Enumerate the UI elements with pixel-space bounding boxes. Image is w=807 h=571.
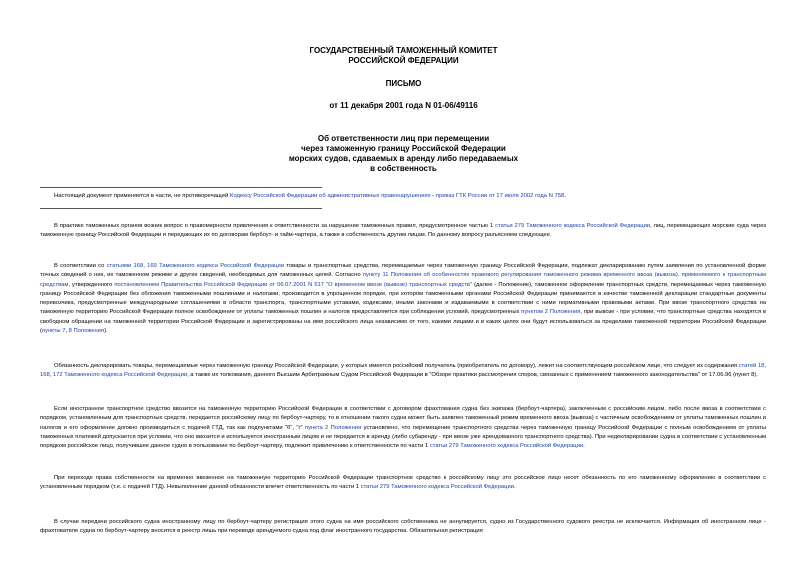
- paragraph-text: Если иностранное транспортное средство ввозится на таможенную территорию Российской Федерации в соответствии с договором фрахтования судна без экипажа (бербоут-чартера), заключенным с российским лицом, либо после ввоза в соответствии с порядком, установленным для транспортных средств, передается российскому лицу по бербоут-чартеру, то в отношении такого судна может быть заявлен таможенный режим временного ввоза (вывоза) с частичным освобождением от уплаты таможенных пошлин и налогов и его оформление должно производиться с подачей ГТД, так как подпунктами "б", "г": [40, 406, 766, 431]
- paragraph-text: При переходе права собственности на временно ввезенное на таможенную территорию Российской Федерации транспортное средство к российскому лицу это российское лицо несет обязанность по его таможенному оформлению в соответствии с установленным порядком (т.е. с подачей ГТД). Невыполнение данной обязанности влечет ответственность по части 1: [40, 475, 766, 491]
- link-article-279c[interactable]: статьи 279 Таможенного кодекса Российской Федерации: [360, 484, 514, 491]
- paragraph-3: [40, 362, 766, 381]
- issuer-line-1: ГОСУДАРСТВЕННЫЙ ТАМОЖЕННЫЙ КОМИТЕТ: [309, 46, 498, 55]
- note-end: .: [564, 193, 566, 199]
- title-line-3: морских судов, сдаваемых в аренду либо передаваемых: [288, 154, 519, 163]
- link-government-decree-517[interactable]: постановлением Правительства Российской Федерации от 06.07.2001 N 517 "О временном ввозе (вывозе) транспортных средств": [114, 281, 473, 288]
- paragraph-2: [40, 262, 766, 336]
- link-article-18[interactable]: статей 18: [738, 363, 765, 369]
- note-divider-bottom: [40, 208, 322, 209]
- title-line-1: Об ответственности лиц при перемещении: [317, 134, 490, 143]
- paragraph-text: , лиц, перемещающих морские суда через таможенную границу Российской Федерации и передающих их по договорам бербоут- и тайм-чартера, а также в собственность другим лицам. По данному вопросу разъясняем следующее.: [40, 223, 766, 239]
- paragraph-5: [40, 474, 766, 493]
- paragraph-text: ,: [49, 372, 53, 379]
- paragraph-text: ,: [65, 328, 69, 335]
- paragraph-6: [40, 518, 766, 537]
- paragraph-text: Обязанность декларировать товары, перемещаемые через таможенную границу Российской Федерации, у которых имеется российский получатель (приобретатель по договору), лежит на соответствующем российском лице, что следует из содержания: [54, 363, 739, 369]
- paragraph-text: В практике таможенных органов возник вопрос о правомерности привлечения к ответственности за нарушение таможенных правил, предусмотренное частью 1: [54, 223, 496, 229]
- paragraph-text: .: [513, 484, 516, 491]
- document-title: [0, 134, 807, 174]
- document-type: ПИСЬМО: [385, 79, 422, 88]
- link-article-172[interactable]: 172 Таможенного кодекса Российской Федерации: [52, 372, 188, 379]
- link-regulation-point-11[interactable]: пункту 11 Положения об особенностях правового регулирования таможенного режима временного ввоза (вывоза), применяемого к транспортным средствам: [40, 272, 767, 288]
- link-regulation-point-7[interactable]: пункты 7: [41, 328, 66, 335]
- link-article-279b[interactable]: статьи 279 Таможенного кодекса Российской Федерации: [429, 443, 584, 450]
- note-link-koap[interactable]: Кодексу Российской Федерации об административных правонарушениях: [229, 193, 431, 199]
- link-regulation-point-2b[interactable]: пункта 2 Положения: [305, 424, 362, 431]
- title-line-2: через таможенную границу Российской Федерации: [301, 144, 506, 153]
- note-link-order[interactable]: приказ ГТК России от 17 июля 2002 года N 758: [435, 193, 565, 199]
- issuer-line-2: РОССИЙСКОЙ ФЕДЕРАЦИИ: [348, 56, 459, 65]
- link-regulation-point-2[interactable]: пунктом 2 Положения: [521, 309, 581, 316]
- paragraph-text: ,: [143, 263, 148, 269]
- paragraph-text: .: [583, 443, 585, 450]
- paragraph-text: В случае передачи российского судна иностранному лицу по бербоут-чартеру регистрация этого судна на имя российского собственника не аннулируется, судно из Государственного судового реестра не исключается. Информация об иностранном лице - фрахтователе судна по бербоут-чартеру вносится в реестр лишь при переводе арендуемого судна под флаг иностранного государства. Обязательная регистрация: [40, 519, 766, 535]
- link-regulation-point-8[interactable]: 8 Положения: [68, 328, 105, 335]
- paragraph-text: В соответствии со: [54, 263, 107, 269]
- paragraph-text: , при вывозе - при условии, что транспортные средства находятся в свободном обращении на таможенной территории Российской Федерации и зарегистрированы на имя российского лица независимо от того, какими лицами и в каких целях они будут использоваться за пределами таможенной территории Российской Федерации (: [40, 309, 767, 335]
- paragraph-4: [40, 405, 766, 451]
- link-article-169[interactable]: 169 Таможенного кодекса Российской Федерации: [147, 263, 284, 269]
- paragraph-text: , а также их толкования, данного Высшим Арбитражным Судом Российской Федерации в "Обзоре практики рассмотрения споров, связанных с применением таможенного законодательства" от 17.06.96 (пункт 8).: [187, 372, 758, 379]
- paragraph-text: , утвержденного: [68, 281, 115, 288]
- applicability-note: [40, 193, 780, 200]
- issuer-heading: [0, 46, 807, 66]
- paragraph-text: (далее - Положение), таможенное оформление транспортных средств, перемещаемых через таможенную границу Российской Федерации без обложения таможенными пошлинами и налогами, производится в упрощенном порядке, при котором таможенными органами Российской Федерации принимаются в качестве таможенной декларации стандартные документы перевозчика, предусмотренные международными соглашениями в области транспорта, транспортными уставами, кодексами, иными законами и издаваемыми в соответствии с ними нормативными правовыми актами. При ввозе транспортного средства на таможенную территорию Российской Федерации полное освобождение от уплаты таможенных пошлин и налогов предоставляется при соблюдении условий, предусмотренных: [40, 281, 766, 316]
- document-date-number: от 11 декабря 2001 года N 01-06/49116: [329, 101, 478, 110]
- note-divider-top: [40, 187, 322, 188]
- note-separator: -: [430, 193, 436, 199]
- paragraph-text: установлено, что перемещение транспортного средства через таможенную границу Российской Федерации с полным освобождением от уплаты таможенных платежей допускается при условии, что оно ввозится и используется иностранным лицом и не передается в аренду (либо субаренду - при ввозе уже арендованного транспортного средства). При недекларировании судна в соответствии с установленным порядком российское лицо, получившее данное судно в пользование по бербоут-чартеру, подлежит привлечению к ответственности по части 1: [40, 424, 766, 450]
- paragraph-text: товары и транспортные средства, перемещаемые через таможенную границу Российской Федерации, подлежат декларированию путем заявления по установленной форме точных сведений о них, их таможенном режиме и других сведений, необходимых для таможенных целей. Согласно: [40, 263, 766, 279]
- paragraph-1: [40, 222, 766, 241]
- paragraph-text: ,: [764, 363, 767, 369]
- note-text: Настоящий документ применяется в части, не противоречащей: [54, 193, 230, 199]
- link-article-279[interactable]: статьи 279 Таможенного кодекса Российской Федерации: [495, 223, 651, 229]
- link-article-168[interactable]: статьями 168: [106, 263, 144, 269]
- link-article-168b[interactable]: 168: [40, 372, 50, 379]
- paragraph-text: ).: [104, 328, 108, 335]
- title-line-4: в собственность: [370, 164, 437, 173]
